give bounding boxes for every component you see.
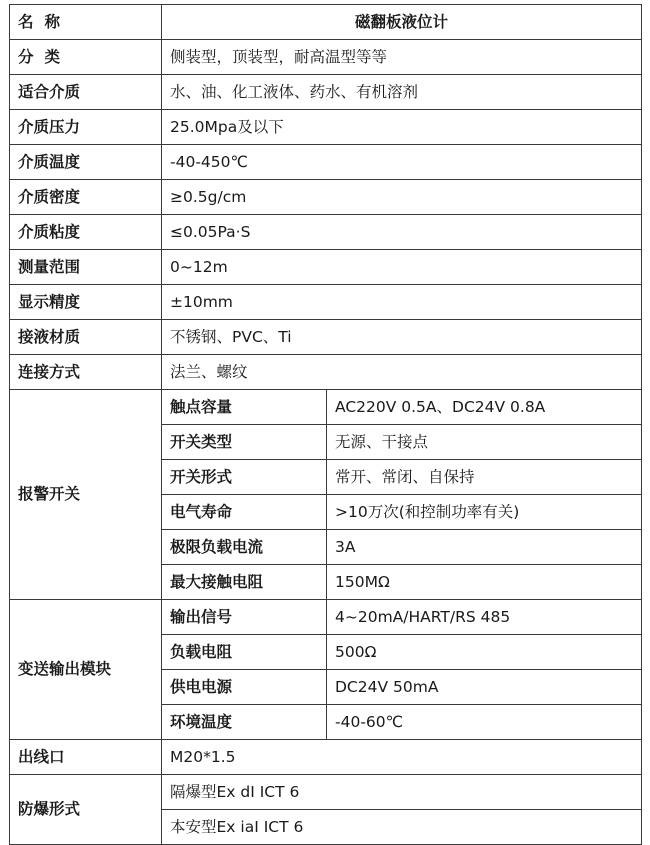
table-row bbox=[10, 110, 642, 145]
sub-value: 500Ω bbox=[327, 635, 642, 670]
row-label: 分 类 bbox=[10, 40, 162, 75]
sub-label: 开关类型 bbox=[162, 425, 327, 460]
group-label-explosion: 防爆形式 bbox=[10, 775, 162, 845]
sub-label: 极限负载电流 bbox=[162, 530, 327, 565]
row-value: ≥0.5g/cm bbox=[162, 180, 642, 215]
sub-label: 负载电阻 bbox=[162, 635, 327, 670]
group-label-transmitter: 变送输出模块 bbox=[10, 600, 162, 740]
row-value: ±10mm bbox=[162, 285, 642, 320]
sub-value: 常开、常闭、自保持 bbox=[327, 460, 642, 495]
sub-label: 电气寿命 bbox=[162, 495, 327, 530]
row-value: 不锈钢、PVC、Ti bbox=[162, 320, 642, 355]
row-label: 介质密度 bbox=[10, 180, 162, 215]
table-row-outlet bbox=[10, 740, 642, 775]
row-label: 连接方式 bbox=[10, 355, 162, 390]
row-label: 测量范围 bbox=[10, 250, 162, 285]
row-label: 介质压力 bbox=[10, 110, 162, 145]
table-row bbox=[10, 320, 642, 355]
sub-label: 触点容量 bbox=[162, 390, 327, 425]
sub-label: 供电电源 bbox=[162, 670, 327, 705]
table-row-alarm bbox=[10, 390, 642, 425]
row-label: 名 称 bbox=[10, 5, 162, 40]
row-value: 磁翻板液位计 bbox=[162, 5, 642, 40]
sub-value: -40-60℃ bbox=[327, 705, 642, 740]
table-row bbox=[10, 5, 642, 40]
sub-label: 最大接触电阻 bbox=[162, 565, 327, 600]
sub-value: 150MΩ bbox=[327, 565, 642, 600]
sub-value: AC220V 0.5A、DC24V 0.8A bbox=[327, 390, 642, 425]
sub-label: 输出信号 bbox=[162, 600, 327, 635]
sub-value: 4~20mA/HART/RS 485 bbox=[327, 600, 642, 635]
row-label: 适合介质 bbox=[10, 75, 162, 110]
row-label: 介质粘度 bbox=[10, 215, 162, 250]
sub-label: 开关形式 bbox=[162, 460, 327, 495]
row-value: 侧装型，顶装型，耐高温型等等 bbox=[162, 40, 642, 75]
row-value: 25.0Mpa及以下 bbox=[162, 110, 642, 145]
table-row bbox=[10, 250, 642, 285]
sub-value: DC24V 50mA bbox=[327, 670, 642, 705]
group-label-alarm: 报警开关 bbox=[10, 390, 162, 600]
row-value: -40-450℃ bbox=[162, 145, 642, 180]
sub-value: >10万次(和控制功率有关) bbox=[327, 495, 642, 530]
table-row bbox=[10, 285, 642, 320]
sub-value: 无源、干接点 bbox=[327, 425, 642, 460]
table-row-transmitter bbox=[10, 600, 642, 635]
row-value: 0~12m bbox=[162, 250, 642, 285]
table-row bbox=[10, 215, 642, 250]
sub-value: 3A bbox=[327, 530, 642, 565]
specification-table bbox=[9, 4, 642, 845]
row-value: M20*1.5 bbox=[162, 740, 642, 775]
sub-value: 隔爆型Ex dI ICT 6 bbox=[162, 775, 642, 810]
row-value: ≤0.05Pa·S bbox=[162, 215, 642, 250]
sub-label: 环境温度 bbox=[162, 705, 327, 740]
row-label: 出线口 bbox=[10, 740, 162, 775]
sub-value: 本安型Ex iaI ICT 6 bbox=[162, 810, 642, 845]
row-label: 显示精度 bbox=[10, 285, 162, 320]
table-row bbox=[10, 355, 642, 390]
row-value: 水、油、化工液体、药水、有机溶剂 bbox=[162, 75, 642, 110]
table-row bbox=[10, 40, 642, 75]
table-row bbox=[10, 75, 642, 110]
table-row bbox=[10, 145, 642, 180]
row-label: 接液材质 bbox=[10, 320, 162, 355]
row-value: 法兰、螺纹 bbox=[162, 355, 642, 390]
table-row bbox=[10, 180, 642, 215]
row-label: 介质温度 bbox=[10, 145, 162, 180]
table-row-explosion bbox=[10, 775, 642, 810]
